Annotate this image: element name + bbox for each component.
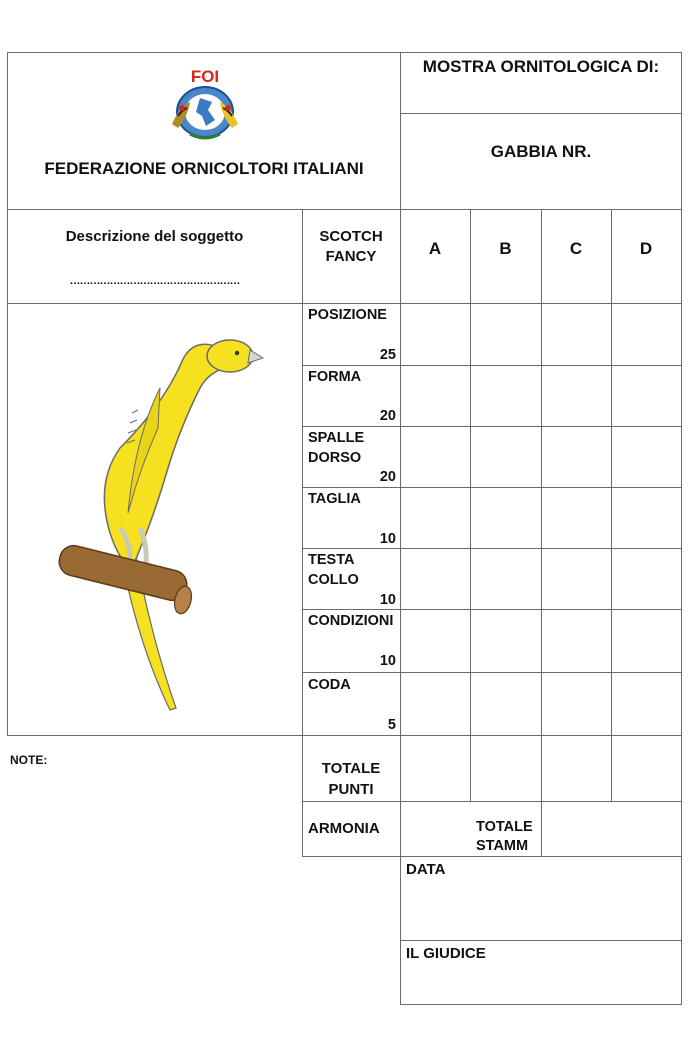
criterion-points: 25	[379, 347, 396, 363]
federation-name: FEDERAZIONE ORNICOLTORI ITALIANI	[44, 159, 364, 178]
date-field[interactable]	[401, 880, 681, 938]
score-cell[interactable]	[471, 304, 541, 365]
description-dotted-line[interactable]: ……………………………………………	[69, 275, 240, 287]
criterion-points: 5	[387, 717, 396, 733]
judge-label: IL GIUDICE	[406, 945, 486, 962]
show-label: MOSTRA ORNITOLOGICA DI:	[422, 57, 660, 76]
total-score-cell[interactable]	[542, 736, 611, 801]
score-cell[interactable]	[612, 304, 681, 365]
scotch-fancy-canary-illustration	[40, 318, 290, 718]
harmony-score-cell[interactable]	[401, 802, 470, 856]
score-cell[interactable]	[401, 304, 470, 365]
column-header-b: B	[499, 239, 512, 258]
criterion-points: 20	[379, 469, 396, 485]
criterion-label: TESTA	[308, 552, 355, 568]
criterion-points: 10	[379, 531, 396, 547]
stamm-total-line2: STAMM	[476, 838, 529, 854]
criterion-label: CODA	[308, 677, 351, 693]
total-score-cell[interactable]	[471, 736, 541, 801]
column-header-a: A	[428, 239, 442, 258]
breed-name-line2: FANCY	[325, 248, 377, 265]
criterion-label: CONDIZIONI	[308, 613, 394, 629]
column-header-c: C	[569, 239, 583, 258]
cage-label: GABBIA NR.	[490, 142, 592, 161]
judge-signature-field[interactable]	[401, 964, 681, 1003]
total-points-line1: TOTALE	[321, 760, 381, 777]
harmony-label: ARMONIA	[308, 820, 380, 837]
breed-name-line1: SCOTCH	[319, 228, 383, 245]
logo-text: FOI	[190, 67, 220, 86]
criterion-label: POSIZIONE	[308, 307, 387, 323]
criterion-label-2: COLLO	[308, 572, 359, 588]
criterion-points: 10	[379, 653, 396, 669]
stamm-total-line1: TOTALE	[476, 819, 533, 835]
criterion-points: 10	[379, 592, 396, 608]
criterion-label-2: DORSO	[308, 450, 362, 466]
date-label: DATA	[406, 861, 446, 878]
total-score-cell[interactable]	[401, 736, 470, 801]
score-cell[interactable]	[542, 304, 611, 365]
stamm-total-cell[interactable]	[542, 802, 681, 856]
column-header-d: D	[639, 239, 653, 258]
foi-logo	[160, 66, 250, 146]
criterion-label: FORMA	[308, 369, 362, 385]
criterion-label: SPALLE	[308, 430, 365, 446]
total-points-line2: PUNTI	[328, 781, 374, 798]
criterion-points: 20	[379, 408, 396, 424]
total-score-cell[interactable]	[612, 736, 681, 801]
criterion-label: TAGLIA	[308, 491, 361, 507]
description-label: Descrizione del soggetto	[65, 228, 244, 245]
notes-label: NOTE:	[10, 753, 48, 767]
